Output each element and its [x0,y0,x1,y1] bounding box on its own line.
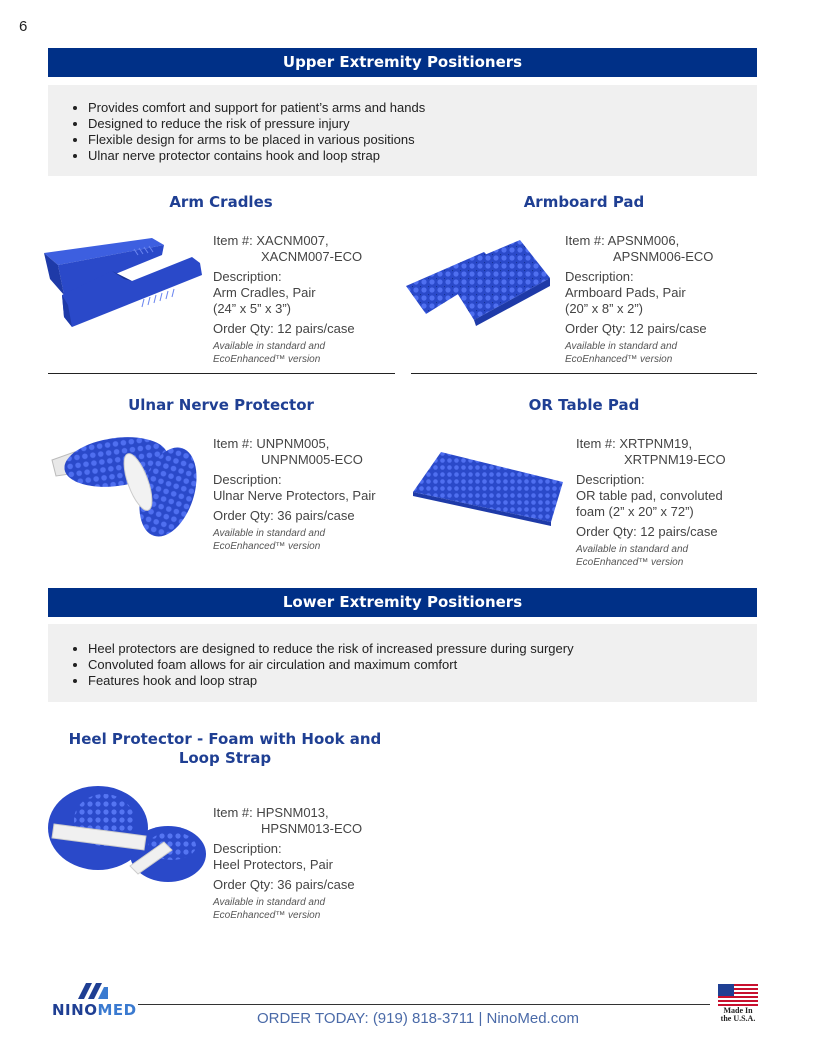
heel-protector-title: Heel Protector - Foam with Hook and Loop Strap [68,730,382,767]
bullet-item: • Features hook and loop strap [88,673,757,689]
bullet-item: • Provides comfort and support for patient’s arms and hands [88,100,757,116]
heel-protector-info [213,805,362,922]
ninomed-logo: NINOMED [52,1001,137,1019]
item-number: XRTPNM19, [619,436,693,451]
footer-order-text[interactable]: ORDER TODAY: (919) 818-3711 | NinoMed.com [256,1010,580,1027]
description-label: Description: [213,472,282,487]
page-number: 6 [19,18,28,35]
or-table-pad-image [411,450,566,525]
bullet-item: • Convoluted foam allows for air circulation and maximum comfort [88,657,757,673]
or-table-pad-title: OR Table Pad [528,396,640,414]
description-text: OR table pad, convoluted [576,488,723,503]
made-in-usa-label: Made In the U.S.A. [720,1006,756,1023]
order-qty: Order Qty: 36 pairs/case [213,508,355,523]
item-number: HPSNM013, [256,805,329,820]
bullet-item: • Ulnar nerve protector contains hook and loop strap [88,148,757,164]
item-label: Item #: [565,233,605,248]
description-label: Description: [213,269,282,284]
armboard-pad-title: Armboard Pad [523,193,645,211]
description-label: Description: [576,472,645,487]
order-qty: Order Qty: 12 pairs/case [565,321,707,336]
divider-right [411,373,757,374]
bullet-item: • Heel protectors are designed to reduce the risk of increased pressure during surgery [88,641,757,657]
availability-note: Available in standard and EcoEnhanced™ version [565,341,678,365]
armboard-pad-image [404,238,554,323]
ninomed-logo-mark-icon [78,983,108,999]
item-number: XACNM007, [256,233,329,248]
item-number: APSNM006, [607,233,680,248]
footer-divider [138,1004,710,1005]
arm-cradles-info [213,233,362,366]
order-qty: Order Qty: 36 pairs/case [213,877,355,892]
item-label: Item #: [213,805,253,820]
description-text: Arm Cradles, Pair [213,285,316,300]
availability-note: Available in standard and EcoEnhanced™ version [213,341,326,365]
description-label: Description: [565,269,634,284]
item-label: Item #: [576,436,616,451]
ulnar-protector-image [50,432,200,542]
description-size: foam (2” x 20” x 72”) [576,504,694,519]
availability-note: Available in standard and EcoEnhanced™ version [576,544,689,568]
item-number-eco: HPSNM013-ECO [261,821,363,836]
lower-section-header: Lower Extremity Positioners [48,588,757,617]
lower-bullet-box [48,624,757,702]
item-number-eco: XACNM007-ECO [261,249,363,264]
or-table-pad-info [576,436,726,569]
item-number-eco: APSNM006-ECO [613,249,714,264]
upper-bullet-list [48,100,757,164]
upper-section-header: Upper Extremity Positioners [48,48,757,77]
description-text: Ulnar Nerve Protectors, Pair [213,488,376,503]
heel-protector-image [46,784,206,884]
us-flag-icon [718,984,758,1006]
description-text: Armboard Pads, Pair [565,285,686,300]
upper-bullet-box [48,85,757,176]
order-qty: Order Qty: 12 pairs/case [576,524,718,539]
bullet-item: • Designed to reduce the risk of pressure injury [88,116,757,132]
description-text: Heel Protectors, Pair [213,857,333,872]
item-number-eco: UNPNM005-ECO [261,452,363,467]
arm-cradles-title: Arm Cradles [169,193,273,211]
ulnar-protector-title: Ulnar Nerve Protector [128,396,314,414]
description-size: (24” x 5” x 3”) [213,301,292,316]
lower-bullet-list [48,641,757,689]
divider-left [48,373,395,374]
description-label: Description: [213,841,282,856]
item-number-eco: XRTPNM19-ECO [624,452,726,467]
armboard-pad-info [565,233,713,366]
bullet-item: • Flexible design for arms to be placed in various positions [88,132,757,148]
ulnar-protector-info [213,436,376,553]
order-qty: Order Qty: 12 pairs/case [213,321,355,336]
item-label: Item #: [213,436,253,451]
availability-note: Available in standard and EcoEnhanced™ version [213,528,326,552]
description-size: (20” x 8” x 2”) [565,301,644,316]
availability-note: Available in standard and EcoEnhanced™ version [213,897,326,921]
arm-cradles-image [42,235,202,330]
item-number: UNPNM005, [256,436,330,451]
item-label: Item #: [213,233,253,248]
